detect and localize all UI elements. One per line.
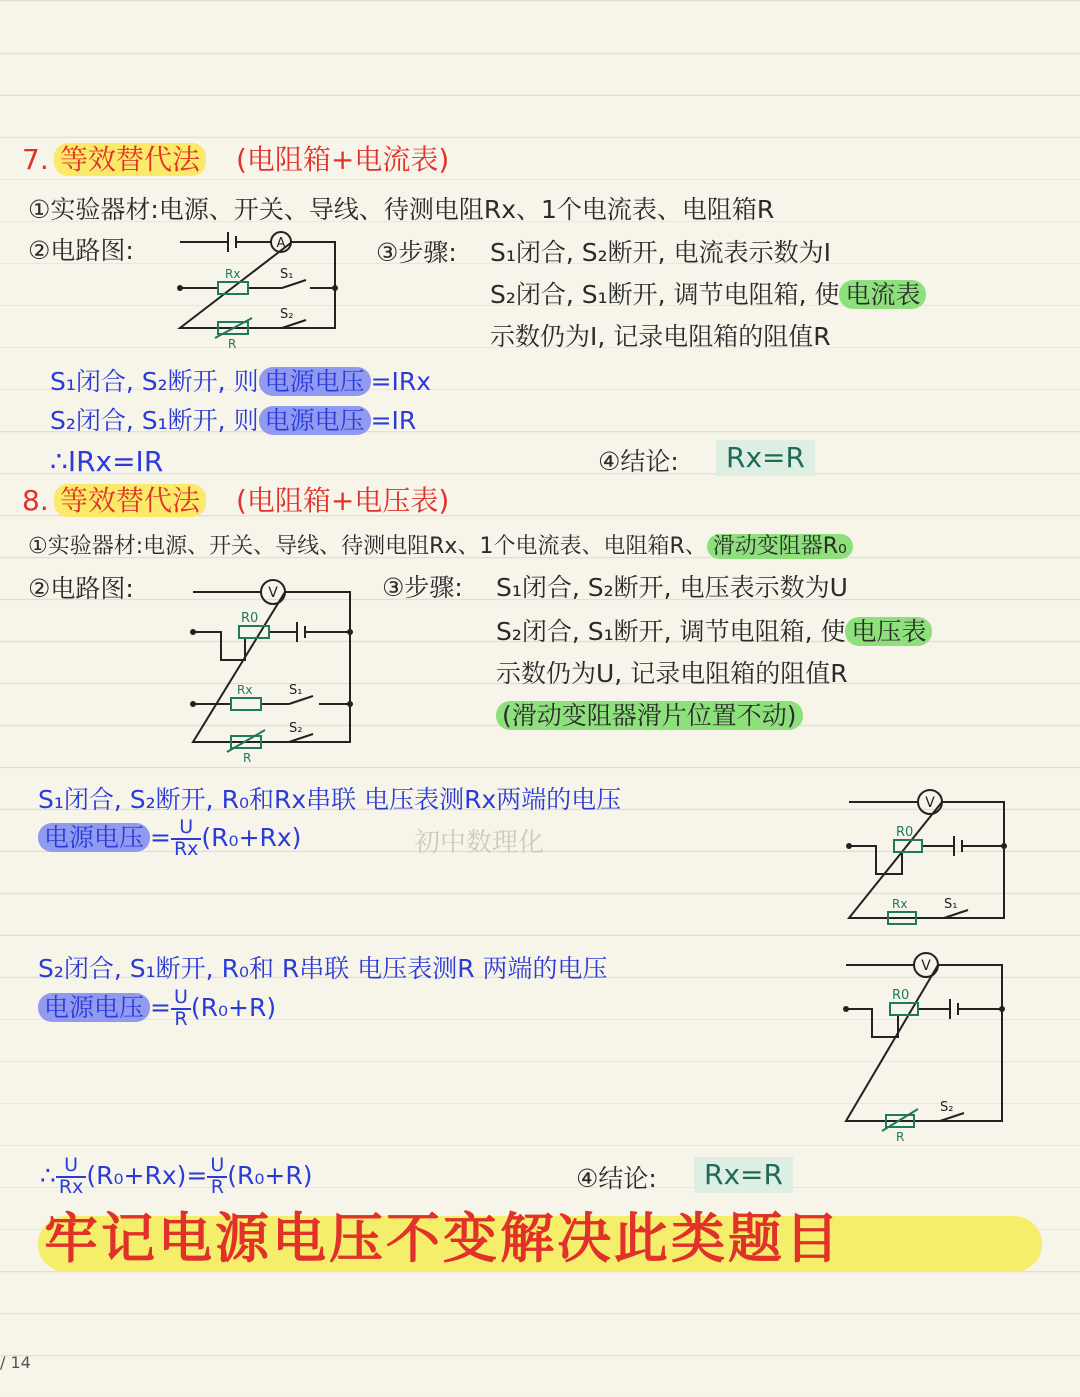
- section7-step2-highlight: 电流表: [839, 280, 926, 309]
- section7-subtitle: (电阻箱+电流表): [236, 143, 450, 176]
- section7-conclusion-label: ④结论:: [598, 447, 679, 476]
- section8-case2-eq: 电源电压 = $\frac{U}{R}$ (R₀+R): [38, 988, 276, 1030]
- s2-label: S₂: [280, 307, 294, 322]
- s1-label: S₁: [280, 267, 294, 282]
- section8-title: [54, 484, 206, 517]
- section7-number: 7.: [22, 143, 49, 176]
- section8-circuit-diagram: [185, 574, 360, 764]
- section8-step2: S₂闭合, S₁断开, 调节电阻箱, 使 电压表: [496, 619, 932, 644]
- voltmeter-label: V: [921, 958, 931, 974]
- section8-step2-highlight: 电压表: [845, 617, 932, 646]
- section8-equipment: ①实验器材:电源、开关、导线、待测电阻Rx、1个电流表、电阻箱R、 滑动变阻器R₀: [28, 536, 853, 558]
- section7-diagram-label: ②电路图:: [28, 236, 134, 265]
- section8-conclusion: Rx=R: [694, 1157, 793, 1193]
- section8-title-highlight: 等效替代法: [54, 484, 206, 517]
- section7-step1: S₁闭合, S₂断开, 电流表示数为I: [490, 238, 831, 267]
- section8-step3: 示数仍为U, 记录电阻箱的阻值R: [496, 659, 848, 688]
- section7-eq2: S₂闭合, S₁断开, 则 电源电压 =IR: [50, 406, 417, 435]
- s2-label: S₂: [289, 721, 303, 736]
- section8-case2-highlight: 电源电压: [38, 993, 150, 1022]
- section8-step4: [496, 703, 803, 728]
- r0-label: R0: [896, 825, 914, 840]
- section7-circuit-diagram: [170, 230, 345, 350]
- rx-label: Rx: [237, 683, 253, 697]
- section7-step2: S₂闭合, S₁断开, 调节电阻箱, 使 电流表: [490, 282, 926, 307]
- section8-case1-eq: 电源电压 = $\frac{U}{Rx}$ (R₀+Rx): [38, 818, 301, 860]
- rx-label: Rx: [225, 267, 241, 281]
- section8-case1-highlight: 电源电压: [38, 823, 150, 852]
- section7-conclusion: Rx=R: [716, 440, 815, 476]
- case1-circuit-diagram: [844, 790, 1014, 925]
- fraction: $\frac{U}{Rx}$: [56, 1156, 86, 1198]
- section8-conclusion-label: ④结论:: [576, 1164, 657, 1193]
- r-label: R: [896, 1130, 905, 1144]
- section8-steps-label: ③步骤:: [382, 573, 463, 602]
- voltmeter-label: V: [268, 585, 278, 601]
- r-label: R: [228, 337, 237, 351]
- page-indicator: / 14: [0, 1353, 31, 1372]
- r-label: R: [243, 751, 252, 765]
- section8-step1: S₁闭合, S₂断开, 电压表示数为U: [496, 573, 848, 602]
- s2-label: S₂: [940, 1100, 954, 1115]
- section8-therefore: ∴ $\frac{U}{Rx}$ (R₀+Rx)= $\frac{U}{R}$ (R₀+R): [40, 1154, 313, 1198]
- section8-number: 8.: [22, 484, 49, 517]
- summary-banner: 牢记电源电压不变解决此类题目: [44, 1207, 842, 1270]
- section7-steps-label: ③步骤:: [376, 238, 457, 267]
- section8-subtitle: (电阻箱+电压表): [236, 484, 450, 517]
- section7-title: [54, 143, 206, 176]
- r0-label: R0: [241, 611, 259, 626]
- rx-label: Rx: [892, 897, 908, 911]
- section7-step3: 示数仍为I, 记录电阻箱的阻值R: [490, 322, 831, 351]
- section7-eq1-highlight: 电源电压: [259, 367, 371, 396]
- r0-label: R0: [892, 988, 910, 1003]
- fraction: $\frac{U}{R}$: [171, 988, 191, 1030]
- watermark: 初中数理化: [414, 828, 545, 858]
- section7-eq1: S₁闭合, S₂断开, 则 电源电压 =IRx: [50, 367, 432, 396]
- section8-diagram-label: ②电路图:: [28, 574, 134, 603]
- ammeter-label: A: [276, 236, 286, 251]
- section8-equipment-highlight: 滑动变阻器R₀: [707, 534, 853, 559]
- fraction: $\frac{U}{Rx}$: [171, 818, 201, 860]
- s1-label: S₁: [289, 683, 303, 698]
- section7-eq2-highlight: 电源电压: [259, 406, 371, 435]
- section8-case2: S₂闭合, S₁断开, R₀和 R串联 电压表测R 两端的电压: [38, 954, 608, 983]
- fraction: $\frac{U}{R}$: [207, 1156, 227, 1198]
- voltmeter-label: V: [925, 795, 935, 811]
- section7-title-highlight: 等效替代法: [54, 143, 206, 176]
- section8-step4-highlight: (滑动变阻器滑片位置不动): [496, 701, 803, 730]
- section7-therefore: ∴IRx=IR: [50, 445, 164, 478]
- section7-equipment: ①实验器材:电源、开关、导线、待测电阻Rx、1个电流表、电阻箱R: [28, 195, 775, 224]
- case2-circuit-diagram: [840, 953, 1010, 1143]
- s1-label: S₁: [944, 897, 958, 912]
- section8-case1: S₁闭合, S₂断开, R₀和Rx串联 电压表测Rx两端的电压: [38, 785, 622, 814]
